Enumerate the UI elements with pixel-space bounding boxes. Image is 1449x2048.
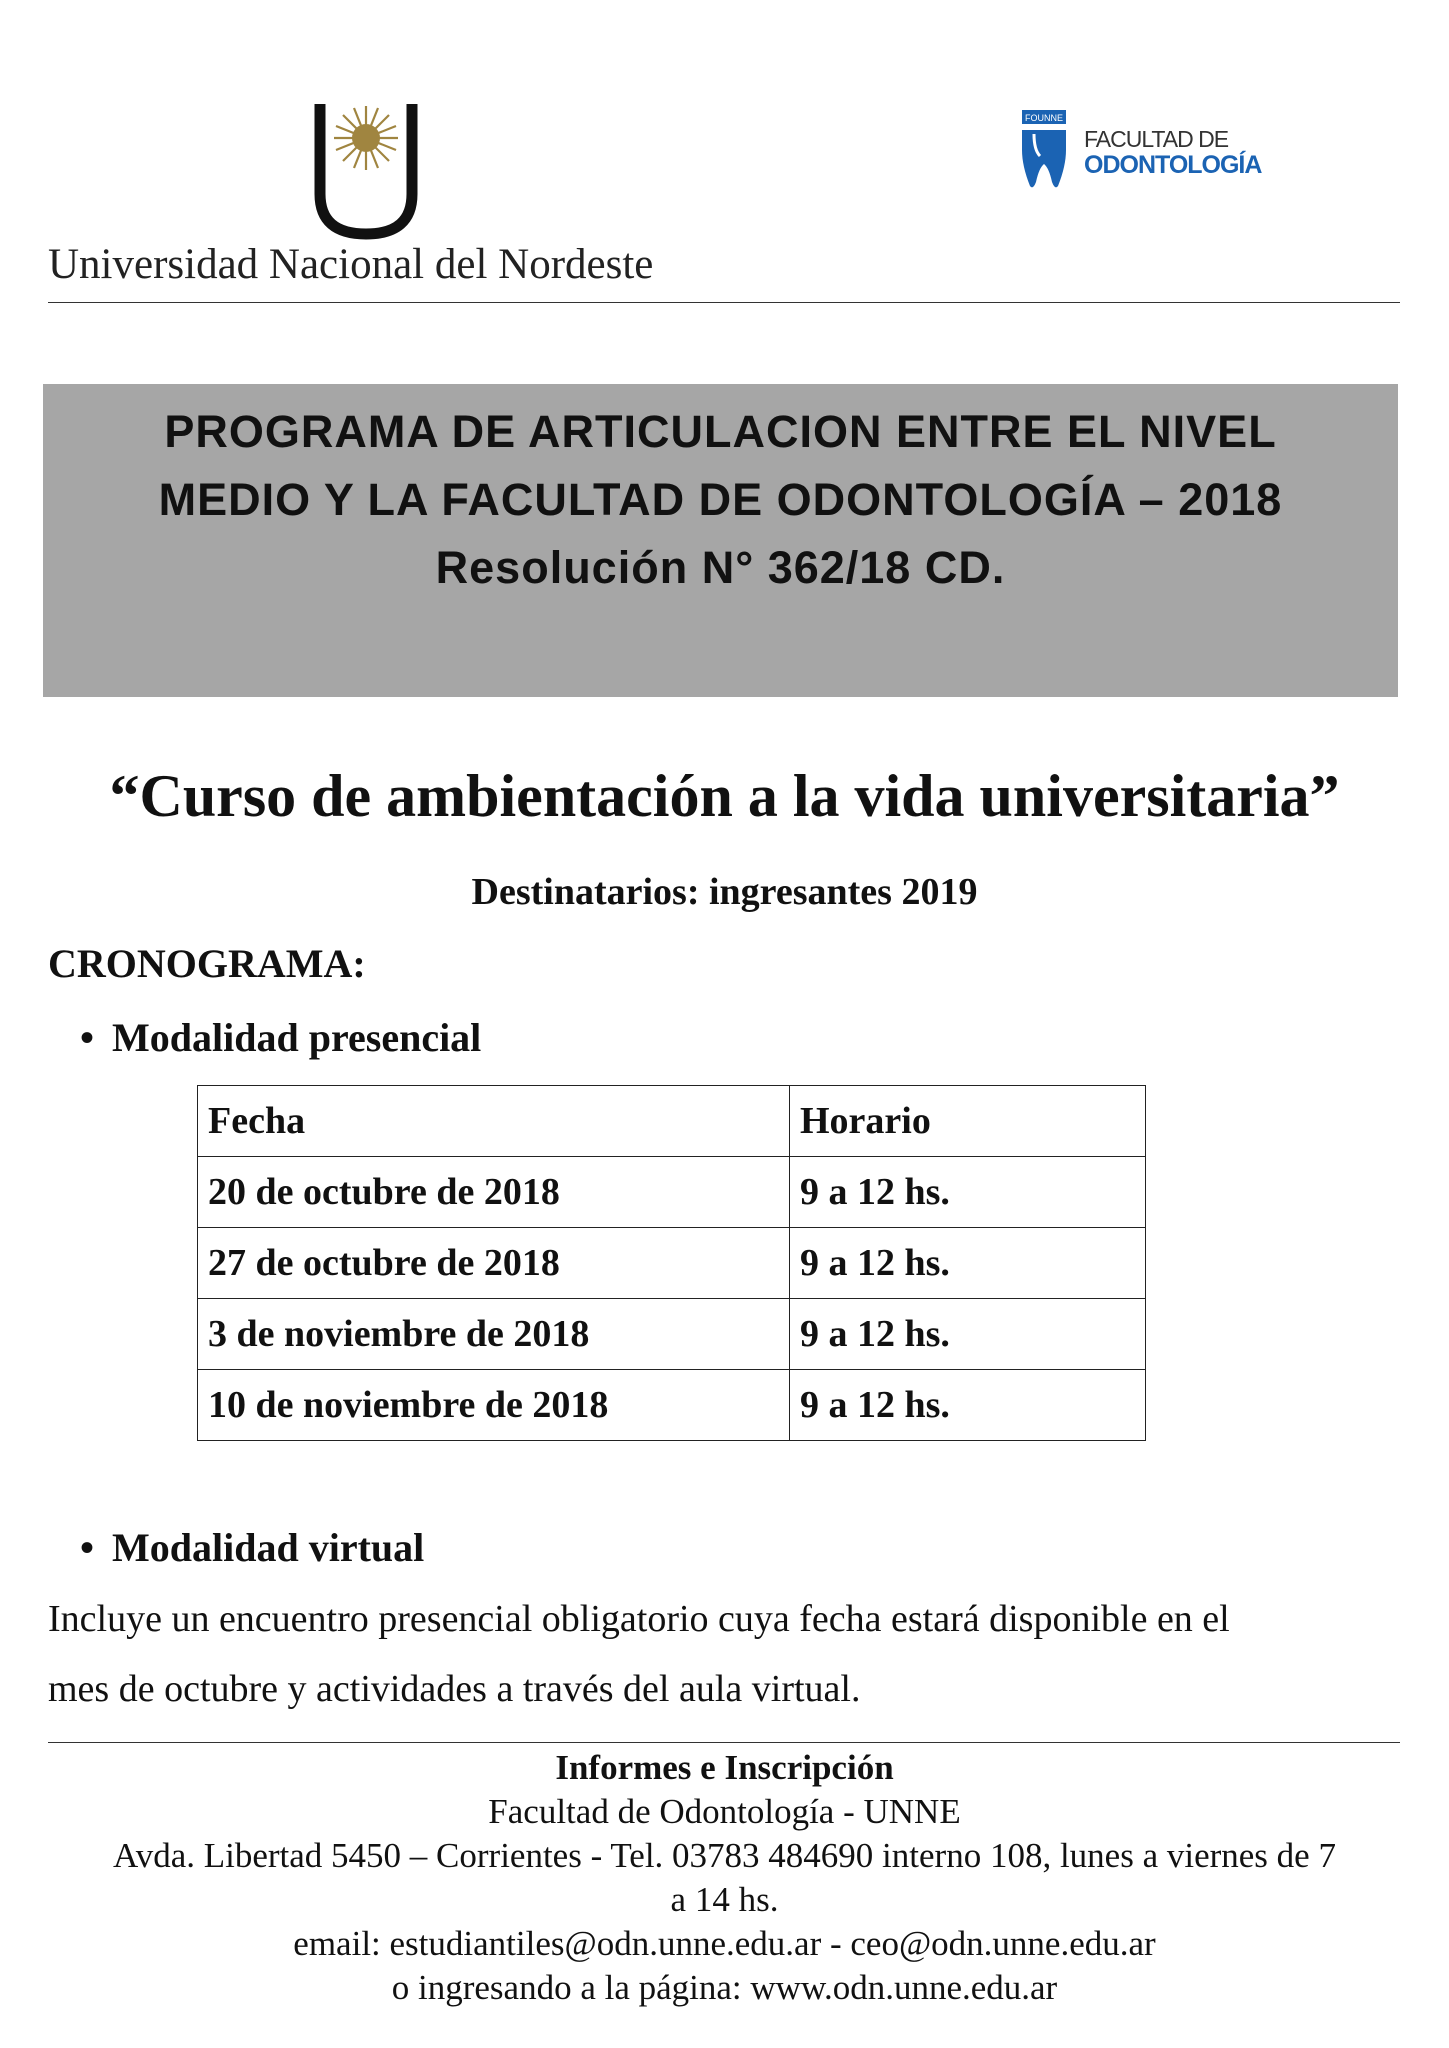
faculty-logo-line1: FACULTAD DE [1084, 126, 1229, 152]
table-row [198, 1299, 1146, 1370]
table-header-cell: Fecha [198, 1086, 790, 1157]
header-divider [48, 302, 1400, 303]
table-header-row [198, 1086, 1146, 1157]
tooth-icon [1022, 130, 1066, 187]
resolution-line: Resolución N° 362/18 CD. [435, 542, 1006, 593]
bullet-presencial [80, 1014, 481, 1061]
course-title: “Curso de ambientación a la vida universitaria” [109, 763, 1340, 829]
table-cell-date: 20 de octubre de 2018 [198, 1157, 790, 1228]
footer-website: o ingresando a la página: www.odn.unne.edu.ar [391, 1968, 1058, 2007]
table-cell-time: 9 a 12 hs. [790, 1370, 1146, 1441]
virtual-text-line1: Incluye un encuentro presencial obligatorio cuya fecha estará disponible en el [48, 1598, 1230, 1640]
university-name: Universidad Nacional del Nordeste [48, 241, 654, 288]
virtual-text-line2: mes de octubre y actividades a través del aula virtual. [48, 1668, 861, 1710]
table-row [198, 1370, 1146, 1441]
cronograma-heading: CRONOGRAMA: [48, 941, 366, 986]
bullet-virtual [80, 1524, 424, 1571]
presencial-label: Modalidad presencial [112, 1015, 482, 1060]
faculty-logo-line2: ODONTOLOGÍA [1084, 151, 1262, 179]
footer-email: email: estudiantiles@odn.unne.edu.ar - ceo@odn.unne.edu.ar [293, 1924, 1156, 1963]
faculty-logo-badge: FOUNNE [1025, 113, 1063, 123]
program-title-line1: PROGRAMA DE ARTICULACION ENTRE EL NIVEL [164, 406, 1277, 457]
table-cell-date: 10 de noviembre de 2018 [198, 1370, 790, 1441]
footer-hours: a 14 hs. [670, 1880, 779, 1919]
program-title-box [43, 384, 1398, 697]
bullet-icon: • [80, 1525, 95, 1570]
table-cell-time: 9 a 12 hs. [790, 1157, 1146, 1228]
sun-icon [334, 106, 398, 170]
table-header-cell: Horario [790, 1086, 1146, 1157]
program-title-line2: MEDIO Y LA FACULTAD DE ODONTOLOGÍA – 2018 [158, 474, 1283, 525]
table-cell-date: 3 de noviembre de 2018 [198, 1299, 790, 1370]
virtual-label: Modalidad virtual [112, 1525, 425, 1570]
footer-divider [48, 1742, 1400, 1743]
table-cell-date: 27 de octubre de 2018 [198, 1228, 790, 1299]
bullet-icon: • [80, 1015, 95, 1060]
destinatarios: Destinatarios: ingresantes 2019 [471, 871, 978, 913]
footer-heading: Informes e Inscripción [555, 1748, 894, 1787]
schedule-table [197, 1085, 1146, 1441]
table-cell-time: 9 a 12 hs. [790, 1299, 1146, 1370]
footer-faculty: Facultad de Odontología - UNNE [488, 1792, 961, 1831]
table-row [198, 1228, 1146, 1299]
table-row [198, 1157, 1146, 1228]
unne-logo [310, 102, 422, 242]
table-cell-time: 9 a 12 hs. [790, 1228, 1146, 1299]
footer-address: Avda. Libertad 5450 – Corrientes - Tel. 03783 484690 interno 108, lunes a viernes de 7 [113, 1836, 1336, 1875]
